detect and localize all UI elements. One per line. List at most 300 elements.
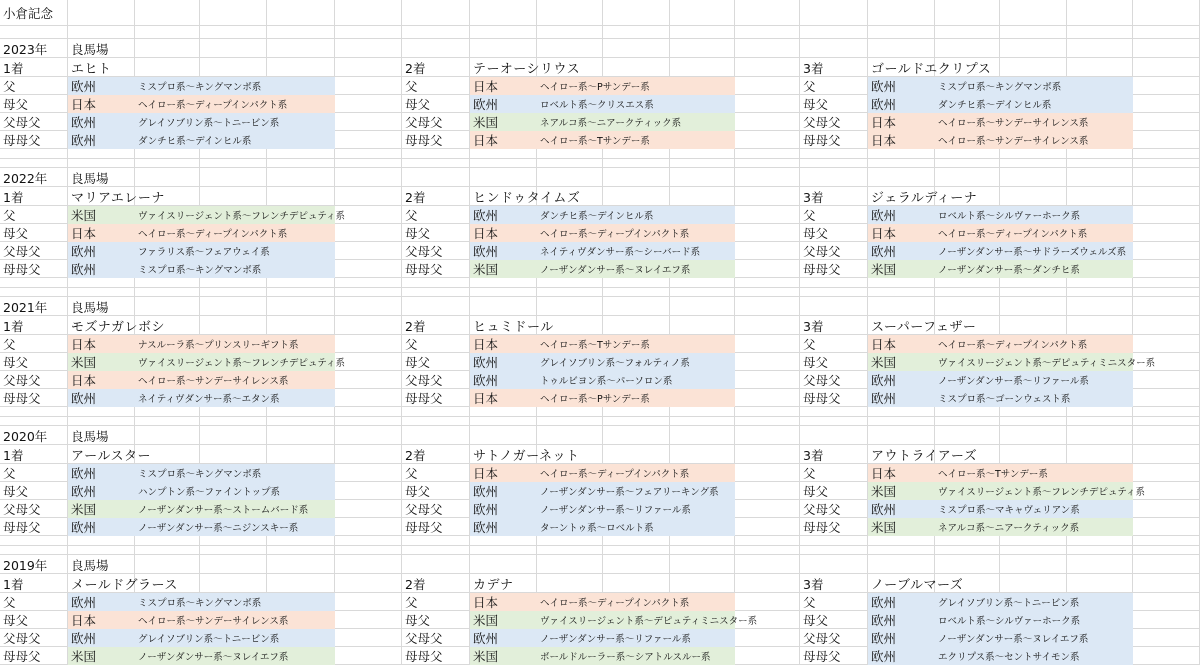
grid-cell[interactable]	[868, 407, 935, 417]
grid-cell[interactable]	[267, 26, 335, 39]
grid-cell[interactable]	[1133, 389, 1200, 407]
grid-cell[interactable]	[470, 0, 537, 26]
grid-cell[interactable]	[1133, 0, 1200, 26]
grid-cell[interactable]	[735, 389, 800, 407]
grid-cell[interactable]	[735, 445, 800, 464]
grid-cell[interactable]	[868, 159, 935, 168]
grid-cell[interactable]	[603, 417, 670, 426]
grid-cell[interactable]	[670, 0, 735, 26]
grid-cell[interactable]	[200, 149, 267, 159]
grid-cell[interactable]	[1067, 39, 1133, 58]
grid-cell[interactable]	[0, 26, 68, 39]
grid-cell[interactable]	[267, 187, 335, 206]
grid-cell[interactable]	[1067, 58, 1133, 77]
grid-cell[interactable]	[1133, 647, 1200, 665]
grid-cell[interactable]	[68, 536, 135, 546]
grid-cell[interactable]	[335, 260, 402, 278]
grid-cell[interactable]	[735, 159, 800, 168]
grid-cell[interactable]	[735, 39, 800, 58]
grid-cell[interactable]	[267, 58, 335, 77]
grid-cell[interactable]	[670, 159, 735, 168]
grid-cell[interactable]	[1133, 131, 1200, 149]
grid-cell[interactable]	[868, 426, 935, 445]
grid-cell[interactable]	[537, 546, 603, 555]
grid-cell[interactable]	[735, 546, 800, 555]
grid-cell[interactable]	[935, 278, 1000, 288]
grid-cell[interactable]	[1133, 95, 1200, 113]
grid-cell[interactable]	[335, 536, 402, 546]
grid-cell[interactable]	[1133, 426, 1200, 445]
grid-cell[interactable]	[335, 500, 402, 518]
grid-cell[interactable]	[735, 464, 800, 482]
grid-cell[interactable]	[402, 407, 470, 417]
grid-cell[interactable]	[200, 297, 267, 316]
grid-cell[interactable]	[735, 316, 800, 335]
grid-cell[interactable]	[537, 288, 603, 297]
grid-cell[interactable]	[135, 536, 200, 546]
grid-cell[interactable]	[735, 297, 800, 316]
grid-cell[interactable]	[1067, 536, 1133, 546]
grid-cell[interactable]	[735, 574, 800, 593]
grid-cell[interactable]	[0, 546, 68, 555]
grid-cell[interactable]	[335, 168, 402, 187]
grid-cell[interactable]	[800, 536, 868, 546]
grid-cell[interactable]	[670, 39, 735, 58]
grid-cell[interactable]	[935, 288, 1000, 297]
grid-cell[interactable]	[135, 555, 200, 574]
grid-cell[interactable]	[935, 39, 1000, 58]
grid-cell[interactable]	[402, 39, 470, 58]
grid-cell[interactable]	[1067, 187, 1133, 206]
grid-cell[interactable]	[670, 278, 735, 288]
grid-cell[interactable]	[470, 159, 537, 168]
grid-cell[interactable]	[335, 278, 402, 288]
grid-cell[interactable]	[200, 278, 267, 288]
grid-cell[interactable]	[1133, 546, 1200, 555]
grid-cell[interactable]	[402, 0, 470, 26]
grid-cell[interactable]	[1067, 574, 1133, 593]
grid-cell[interactable]	[335, 58, 402, 77]
grid-cell[interactable]	[1000, 149, 1067, 159]
grid-cell[interactable]	[200, 58, 267, 77]
grid-cell[interactable]	[537, 536, 603, 546]
grid-cell[interactable]	[603, 39, 670, 58]
grid-cell[interactable]	[735, 26, 800, 39]
grid-cell[interactable]	[335, 546, 402, 555]
grid-cell[interactable]	[800, 168, 868, 187]
grid-cell[interactable]	[68, 546, 135, 555]
grid-cell[interactable]	[800, 288, 868, 297]
grid-cell[interactable]	[670, 555, 735, 574]
grid-cell[interactable]	[800, 555, 868, 574]
grid-cell[interactable]	[1067, 546, 1133, 555]
grid-cell[interactable]	[470, 39, 537, 58]
grid-cell[interactable]	[1133, 242, 1200, 260]
grid-cell[interactable]	[537, 149, 603, 159]
grid-cell[interactable]	[267, 168, 335, 187]
grid-cell[interactable]	[800, 407, 868, 417]
grid-cell[interactable]	[335, 335, 402, 353]
grid-cell[interactable]	[735, 407, 800, 417]
grid-cell[interactable]	[735, 224, 800, 242]
grid-cell[interactable]	[402, 278, 470, 288]
grid-cell[interactable]	[935, 0, 1000, 26]
grid-cell[interactable]	[267, 417, 335, 426]
grid-cell[interactable]	[603, 26, 670, 39]
grid-cell[interactable]	[335, 297, 402, 316]
grid-cell[interactable]	[603, 426, 670, 445]
grid-cell[interactable]	[670, 288, 735, 297]
grid-cell[interactable]	[200, 187, 267, 206]
grid-cell[interactable]	[868, 555, 935, 574]
grid-cell[interactable]	[935, 159, 1000, 168]
grid-cell[interactable]	[735, 647, 800, 665]
grid-cell[interactable]	[735, 113, 800, 131]
grid-cell[interactable]	[68, 0, 135, 26]
grid-cell[interactable]	[537, 574, 603, 593]
grid-cell[interactable]	[267, 288, 335, 297]
grid-cell[interactable]	[735, 426, 800, 445]
grid-cell[interactable]	[735, 187, 800, 206]
grid-cell[interactable]	[200, 555, 267, 574]
grid-cell[interactable]	[935, 297, 1000, 316]
grid-cell[interactable]	[200, 546, 267, 555]
grid-cell[interactable]	[200, 316, 267, 335]
grid-cell[interactable]	[1133, 297, 1200, 316]
grid-cell[interactable]	[1067, 417, 1133, 426]
grid-cell[interactable]	[800, 39, 868, 58]
grid-cell[interactable]	[537, 407, 603, 417]
grid-cell[interactable]	[537, 297, 603, 316]
grid-cell[interactable]	[1133, 113, 1200, 131]
grid-cell[interactable]	[1133, 536, 1200, 546]
grid-cell[interactable]	[1133, 407, 1200, 417]
grid-cell[interactable]	[868, 288, 935, 297]
grid-cell[interactable]	[135, 426, 200, 445]
grid-cell[interactable]	[267, 445, 335, 464]
grid-cell[interactable]	[935, 555, 1000, 574]
grid-cell[interactable]	[603, 278, 670, 288]
grid-cell[interactable]	[267, 149, 335, 159]
grid-cell[interactable]	[335, 407, 402, 417]
grid-cell[interactable]	[335, 629, 402, 647]
grid-cell[interactable]	[1133, 611, 1200, 629]
grid-cell[interactable]	[135, 297, 200, 316]
grid-cell[interactable]	[267, 574, 335, 593]
grid-cell[interactable]	[1133, 159, 1200, 168]
grid-cell[interactable]	[603, 149, 670, 159]
grid-cell[interactable]	[868, 149, 935, 159]
grid-cell[interactable]	[537, 168, 603, 187]
grid-cell[interactable]	[935, 546, 1000, 555]
grid-cell[interactable]	[135, 288, 200, 297]
grid-cell[interactable]	[603, 546, 670, 555]
grid-cell[interactable]	[735, 58, 800, 77]
grid-cell[interactable]	[603, 187, 670, 206]
grid-cell[interactable]	[537, 417, 603, 426]
grid-cell[interactable]	[868, 39, 935, 58]
grid-cell[interactable]	[603, 288, 670, 297]
grid-cell[interactable]	[267, 546, 335, 555]
grid-cell[interactable]	[1133, 278, 1200, 288]
grid-cell[interactable]	[935, 426, 1000, 445]
grid-cell[interactable]	[735, 417, 800, 426]
grid-cell[interactable]	[603, 555, 670, 574]
grid-cell[interactable]	[935, 417, 1000, 426]
grid-cell[interactable]	[735, 242, 800, 260]
grid-cell[interactable]	[135, 39, 200, 58]
grid-cell[interactable]	[800, 417, 868, 426]
grid-cell[interactable]	[537, 555, 603, 574]
grid-cell[interactable]	[200, 26, 267, 39]
grid-cell[interactable]	[1133, 593, 1200, 611]
grid-cell[interactable]	[735, 77, 800, 95]
grid-cell[interactable]	[537, 426, 603, 445]
grid-cell[interactable]	[1133, 417, 1200, 426]
grid-cell[interactable]	[1067, 426, 1133, 445]
grid-cell[interactable]	[1000, 58, 1067, 77]
grid-cell[interactable]	[1000, 168, 1067, 187]
grid-cell[interactable]	[735, 371, 800, 389]
grid-cell[interactable]	[402, 426, 470, 445]
grid-cell[interactable]	[1133, 464, 1200, 482]
grid-cell[interactable]	[402, 536, 470, 546]
grid-cell[interactable]	[470, 417, 537, 426]
grid-cell[interactable]	[800, 159, 868, 168]
grid-cell[interactable]	[1067, 407, 1133, 417]
grid-cell[interactable]	[735, 288, 800, 297]
grid-cell[interactable]	[0, 417, 68, 426]
grid-cell[interactable]	[335, 95, 402, 113]
grid-cell[interactable]	[1067, 149, 1133, 159]
grid-cell[interactable]	[603, 407, 670, 417]
grid-cell[interactable]	[537, 39, 603, 58]
grid-cell[interactable]	[200, 39, 267, 58]
grid-cell[interactable]	[335, 482, 402, 500]
grid-cell[interactable]	[670, 417, 735, 426]
grid-cell[interactable]	[537, 0, 603, 26]
grid-cell[interactable]	[68, 149, 135, 159]
grid-cell[interactable]	[470, 26, 537, 39]
grid-cell[interactable]	[135, 407, 200, 417]
grid-cell[interactable]	[935, 168, 1000, 187]
grid-cell[interactable]	[470, 297, 537, 316]
grid-cell[interactable]	[1000, 187, 1067, 206]
grid-cell[interactable]	[1133, 224, 1200, 242]
grid-cell[interactable]	[200, 445, 267, 464]
grid-cell[interactable]	[267, 278, 335, 288]
grid-cell[interactable]	[1133, 371, 1200, 389]
grid-cell[interactable]	[402, 546, 470, 555]
grid-cell[interactable]	[135, 0, 200, 26]
grid-cell[interactable]	[735, 131, 800, 149]
grid-cell[interactable]	[267, 407, 335, 417]
grid-cell[interactable]	[735, 0, 800, 26]
grid-cell[interactable]	[402, 288, 470, 297]
grid-cell[interactable]	[735, 500, 800, 518]
grid-cell[interactable]	[800, 278, 868, 288]
grid-cell[interactable]	[603, 297, 670, 316]
grid-cell[interactable]	[1000, 159, 1067, 168]
grid-cell[interactable]	[1133, 629, 1200, 647]
grid-cell[interactable]	[670, 168, 735, 187]
grid-cell[interactable]	[135, 26, 200, 39]
grid-cell[interactable]	[267, 555, 335, 574]
grid-cell[interactable]	[470, 536, 537, 546]
grid-cell[interactable]	[603, 168, 670, 187]
grid-cell[interactable]	[1067, 316, 1133, 335]
grid-cell[interactable]	[335, 113, 402, 131]
grid-cell[interactable]	[1000, 536, 1067, 546]
grid-cell[interactable]	[335, 445, 402, 464]
grid-cell[interactable]	[402, 149, 470, 159]
grid-cell[interactable]	[267, 39, 335, 58]
grid-cell[interactable]	[1133, 316, 1200, 335]
grid-cell[interactable]	[1067, 555, 1133, 574]
grid-cell[interactable]	[200, 288, 267, 297]
grid-cell[interactable]	[1133, 500, 1200, 518]
grid-cell[interactable]	[335, 159, 402, 168]
grid-cell[interactable]	[68, 159, 135, 168]
grid-cell[interactable]	[68, 407, 135, 417]
grid-cell[interactable]	[1133, 187, 1200, 206]
grid-cell[interactable]	[868, 0, 935, 26]
grid-cell[interactable]	[135, 168, 200, 187]
grid-cell[interactable]	[735, 95, 800, 113]
grid-cell[interactable]	[200, 536, 267, 546]
grid-cell[interactable]	[670, 407, 735, 417]
grid-cell[interactable]	[670, 187, 735, 206]
grid-cell[interactable]	[735, 149, 800, 159]
grid-cell[interactable]	[267, 426, 335, 445]
grid-cell[interactable]	[470, 168, 537, 187]
grid-cell[interactable]	[1000, 546, 1067, 555]
grid-cell[interactable]	[335, 77, 402, 95]
grid-cell[interactable]	[1067, 159, 1133, 168]
grid-cell[interactable]	[1133, 58, 1200, 77]
grid-cell[interactable]	[0, 159, 68, 168]
grid-cell[interactable]	[335, 26, 402, 39]
grid-cell[interactable]	[868, 417, 935, 426]
grid-cell[interactable]	[1133, 445, 1200, 464]
grid-cell[interactable]	[735, 353, 800, 371]
grid-cell[interactable]	[868, 536, 935, 546]
grid-cell[interactable]	[0, 278, 68, 288]
grid-cell[interactable]	[537, 26, 603, 39]
grid-cell[interactable]	[1133, 77, 1200, 95]
grid-cell[interactable]	[135, 159, 200, 168]
grid-cell[interactable]	[1000, 316, 1067, 335]
grid-cell[interactable]	[335, 555, 402, 574]
grid-cell[interactable]	[935, 26, 1000, 39]
grid-cell[interactable]	[868, 26, 935, 39]
grid-cell[interactable]	[135, 149, 200, 159]
grid-cell[interactable]	[470, 149, 537, 159]
grid-cell[interactable]	[670, 426, 735, 445]
grid-cell[interactable]	[335, 371, 402, 389]
grid-cell[interactable]	[470, 407, 537, 417]
grid-cell[interactable]	[335, 611, 402, 629]
grid-cell[interactable]	[1000, 445, 1067, 464]
grid-cell[interactable]	[1067, 288, 1133, 297]
grid-cell[interactable]	[868, 546, 935, 555]
grid-cell[interactable]	[868, 168, 935, 187]
grid-cell[interactable]	[1000, 555, 1067, 574]
grid-cell[interactable]	[670, 297, 735, 316]
grid-cell[interactable]	[1133, 260, 1200, 278]
grid-cell[interactable]	[1133, 335, 1200, 353]
grid-cell[interactable]	[1000, 297, 1067, 316]
grid-cell[interactable]	[800, 149, 868, 159]
grid-cell[interactable]	[402, 555, 470, 574]
grid-cell[interactable]	[200, 0, 267, 26]
grid-cell[interactable]	[267, 536, 335, 546]
grid-cell[interactable]	[402, 26, 470, 39]
grid-cell[interactable]	[335, 0, 402, 26]
grid-cell[interactable]	[267, 159, 335, 168]
grid-cell[interactable]	[670, 316, 735, 335]
grid-cell[interactable]	[537, 278, 603, 288]
grid-cell[interactable]	[402, 168, 470, 187]
grid-cell[interactable]	[735, 168, 800, 187]
grid-cell[interactable]	[335, 224, 402, 242]
grid-cell[interactable]	[335, 426, 402, 445]
grid-cell[interactable]	[335, 518, 402, 536]
grid-cell[interactable]	[200, 168, 267, 187]
grid-cell[interactable]	[200, 159, 267, 168]
grid-cell[interactable]	[1000, 407, 1067, 417]
grid-cell[interactable]	[670, 26, 735, 39]
grid-cell[interactable]	[135, 58, 200, 77]
grid-cell[interactable]	[1133, 206, 1200, 224]
grid-cell[interactable]	[267, 316, 335, 335]
grid-cell[interactable]	[267, 297, 335, 316]
grid-cell[interactable]	[200, 407, 267, 417]
grid-cell[interactable]	[735, 206, 800, 224]
grid-cell[interactable]	[335, 464, 402, 482]
grid-cell[interactable]	[735, 536, 800, 546]
grid-cell[interactable]	[1000, 0, 1067, 26]
grid-cell[interactable]	[200, 574, 267, 593]
grid-cell[interactable]	[402, 159, 470, 168]
grid-cell[interactable]	[135, 417, 200, 426]
grid-cell[interactable]	[670, 58, 735, 77]
grid-cell[interactable]	[1067, 0, 1133, 26]
grid-cell[interactable]	[1000, 417, 1067, 426]
grid-cell[interactable]	[800, 426, 868, 445]
grid-cell[interactable]	[935, 407, 1000, 417]
grid-cell[interactable]	[335, 647, 402, 665]
grid-cell[interactable]	[1067, 445, 1133, 464]
grid-cell[interactable]	[1133, 26, 1200, 39]
grid-cell[interactable]	[1000, 426, 1067, 445]
grid-cell[interactable]	[603, 58, 670, 77]
grid-cell[interactable]	[335, 389, 402, 407]
grid-cell[interactable]	[537, 159, 603, 168]
grid-cell[interactable]	[68, 417, 135, 426]
grid-cell[interactable]	[335, 131, 402, 149]
grid-cell[interactable]	[335, 149, 402, 159]
grid-cell[interactable]	[335, 242, 402, 260]
grid-cell[interactable]	[200, 417, 267, 426]
grid-cell[interactable]	[1000, 26, 1067, 39]
grid-cell[interactable]	[470, 426, 537, 445]
grid-cell[interactable]	[0, 149, 68, 159]
grid-cell[interactable]	[135, 546, 200, 555]
grid-cell[interactable]	[1067, 278, 1133, 288]
grid-cell[interactable]	[335, 574, 402, 593]
grid-cell[interactable]	[68, 288, 135, 297]
